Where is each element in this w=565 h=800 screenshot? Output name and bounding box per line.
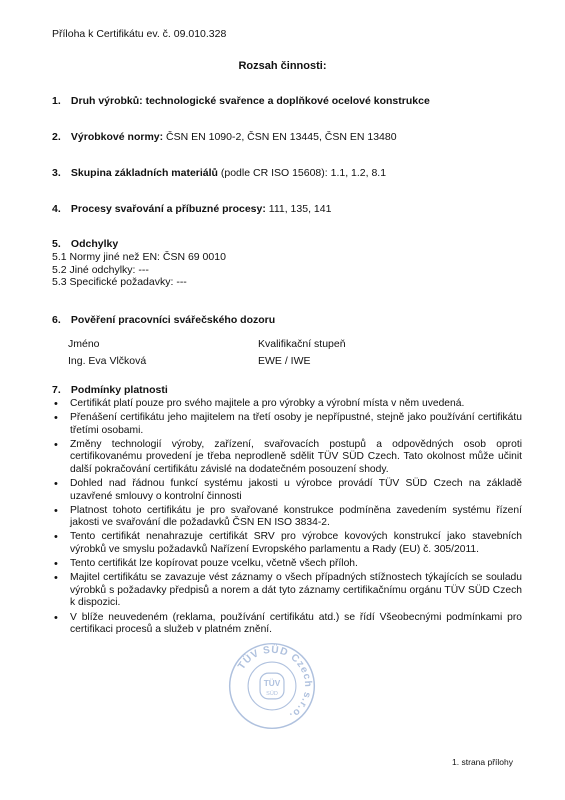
deviation-item: 5.3 Specifické požadavky: ---	[52, 276, 187, 288]
section-value: ČSN EN 1090-2, ČSN EN 13445, ČSN EN 13480	[163, 131, 397, 143]
list-item: • Změny technologií výroby, zařízení, svařovacích postupů a odpovědných osob oproti certifikovanému provedení je třeba neprodleně sdělit TÜV SÜD Czech. Tato okolnost může učinit další pokračování certifikátu závislé na dodatečném posouzení shody.	[52, 439, 522, 477]
section-label: Procesy svařování a příbuzné procesy:	[70, 203, 266, 215]
section-label: Druh výrobků: technologické svařence a doplňkové ocelové konstrukce	[70, 95, 430, 107]
column-header-name: Jméno	[68, 338, 100, 350]
deviation-item: 5.1 Normy jiné než EN: ČSN 69 0010	[52, 251, 226, 263]
section-deviations	[52, 238, 522, 289]
list-item: • Certifikát platí pouze pro svého majitele a pro výrobky a výrobní místa v něm uvedená.	[52, 398, 522, 411]
section-number: 3.	[52, 167, 61, 179]
validity-conditions-list	[52, 398, 522, 638]
list-item: • Tento certifikát lze kopírovat pouze vcelku, včetně všech příloh.	[52, 558, 522, 571]
deviation-item: 5.2 Jiné odchylky: ---	[52, 263, 149, 276]
stamp-logo-bottom: SÜD	[266, 691, 278, 698]
list-item: • Tento certifikát nenahrazuje certifikát SRV pro výrobce kovových konstrukcí jako stavebních výrobků ve smyslu požadavků Nařízení Evropského parlamentu a Rady (EU) č. 305/2011.	[52, 531, 522, 556]
section-label: Pověření pracovníci svářečského dozoru	[70, 314, 276, 326]
section-label: Odchylky	[70, 238, 119, 250]
section-number: 1.	[52, 95, 61, 107]
supervisor-qualification: EWE / IWE	[258, 355, 311, 367]
list-item: • Platnost tohoto certifikátu je pro svařované konstrukce podmíněna zavedením systému řízení jakosti ve svařování dle požadavků ČSN EN ISO 3834-2.	[52, 505, 522, 530]
section-number: 7.	[52, 384, 61, 396]
list-item: • Majitel certifikátu se zavazuje vést záznamy o všech případných stížnostech týkajících se souladu výrobků s požadavky předpisů a norem a dát tyto záznamy certifikačnímu orgánu TÜV SÜD Czech k dispozici.	[52, 572, 522, 610]
section-base-materials	[52, 167, 522, 180]
section-label: Výrobkové normy:	[70, 131, 164, 143]
section-product-standards	[52, 131, 522, 144]
annex-reference: Příloha k Certifikátu ev. č. 09.010.328	[52, 28, 227, 40]
section-label: Podmínky platnosti	[70, 384, 168, 396]
supervisor-name: Ing. Eva Vlčková	[68, 355, 147, 367]
stamp-logo-top: TÜV	[263, 679, 281, 688]
document-title: Rozsah činnosti:	[238, 60, 327, 72]
list-item: • Přenášení certifikátu jeho majitelem na třetí osoby je nepřípustné, stejně jako používání certifikátu třetími osobami.	[52, 412, 522, 437]
section-welding-supervisors	[52, 314, 522, 327]
section-number: 6.	[52, 314, 61, 326]
section-number: 5.	[52, 238, 61, 250]
tuv-sud-stamp-icon	[226, 640, 318, 732]
section-product-type	[52, 95, 522, 108]
stamp-ring-text: TÜV SÜD Czech s.r.o.	[236, 644, 314, 722]
page-number-label: 1. strana přílohy	[452, 757, 513, 767]
column-header-qualification: Kvalifikační stupeň	[258, 338, 346, 350]
section-number: 2.	[52, 131, 61, 143]
section-welding-processes	[52, 203, 522, 216]
section-label: Skupina základních materiálů	[70, 167, 218, 179]
section-number: 4.	[52, 203, 61, 215]
list-item: • V blíže neuvedeném (reklama, používání certifikátu atd.) se řídí Všeobecnými podmínkami pro certifikaci procesů a služeb v platném znění.	[52, 612, 522, 637]
list-item: • Dohled nad řádnou funkcí systému jakosti u výrobce provádí TÜV SÜD Czech na základě uzavřené smlouvy o kontrolní činnosti	[52, 478, 522, 503]
section-value: 111, 135, 141	[265, 203, 332, 215]
section-validity-conditions	[52, 384, 522, 397]
section-value: (podle CR ISO 15608): 1.1, 1.2, 8.1	[217, 167, 387, 179]
